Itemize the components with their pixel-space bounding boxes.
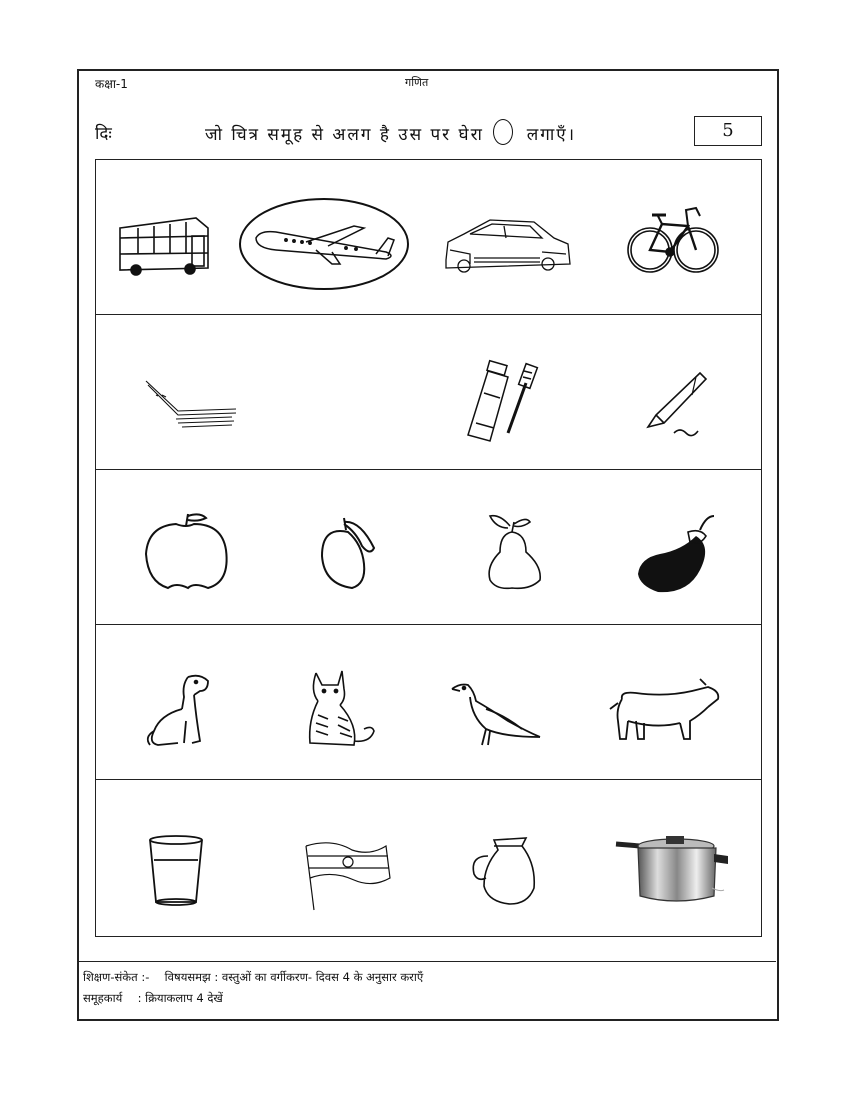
empty-picture-slot[interactable]	[262, 315, 428, 469]
pear-icon	[430, 470, 596, 625]
notebook-picture[interactable]	[96, 315, 262, 469]
car-picture[interactable]	[430, 160, 596, 314]
apple-picture[interactable]	[96, 470, 262, 624]
bird-icon	[430, 625, 596, 780]
teaching-hint-line	[83, 970, 423, 985]
dog-picture[interactable]	[96, 625, 262, 779]
picture-row-stationery	[96, 315, 761, 470]
class-label: कक्षा-1	[95, 77, 128, 91]
mango-picture[interactable]	[262, 470, 428, 624]
brinjal-icon	[596, 470, 762, 625]
pressure-cooker-picture[interactable]	[596, 780, 762, 935]
flag-picture[interactable]	[262, 780, 428, 935]
pen-picture[interactable]	[596, 315, 762, 469]
teaching-hint-text: विषयसमझ : वस्तुओं का वर्गीकरण- दिवस 4 के अनुसार कराएँ	[164, 970, 424, 984]
footer-divider	[78, 961, 776, 962]
jug-icon	[430, 780, 596, 935]
group-work-line	[83, 991, 223, 1006]
group-work-text: : क्रियाकलाप 4 देखें	[137, 991, 223, 1005]
brinjal-picture[interactable]	[596, 470, 762, 624]
jug-picture[interactable]	[430, 780, 596, 935]
mango-icon	[262, 470, 428, 625]
notebook-icon	[96, 315, 262, 470]
instruction-text-after: लगाएँ।	[526, 125, 577, 145]
dog-icon	[96, 625, 262, 780]
bicycle-icon	[596, 160, 762, 315]
subject-label: गणित	[405, 76, 429, 89]
car-icon	[430, 160, 596, 315]
picture-grid	[95, 159, 762, 937]
page-number-box: 5	[694, 116, 762, 146]
instruction-text	[205, 119, 576, 145]
circle-symbol-icon	[493, 119, 513, 145]
cat-picture[interactable]	[262, 625, 428, 779]
cow-icon	[596, 625, 762, 780]
apple-icon	[96, 470, 262, 625]
picture-row-vehicles	[96, 160, 761, 315]
pen-icon	[596, 315, 762, 470]
pressure-cooker-icon	[596, 780, 762, 935]
airplane-icon	[236, 160, 416, 315]
instruction-text-before: जो चित्र समूह से अलग है उस पर घेरा	[205, 125, 484, 145]
toothpaste-brush-icon	[430, 315, 596, 470]
group-work-label: समूहकार्य	[83, 991, 123, 1005]
glass-icon	[96, 780, 262, 935]
cow-picture[interactable]	[596, 625, 762, 779]
pear-picture[interactable]	[430, 470, 596, 624]
cat-icon	[262, 625, 428, 780]
bicycle-picture[interactable]	[596, 160, 762, 314]
airplane-picture[interactable]	[236, 160, 416, 314]
flag-icon	[262, 780, 428, 935]
teaching-hint-label: शिक्षण-संकेत :-	[83, 970, 150, 984]
glass-picture[interactable]	[96, 780, 262, 935]
instruction-label: दिः	[95, 124, 112, 144]
toothpaste-brush-picture[interactable]	[430, 315, 596, 469]
bird-picture[interactable]	[430, 625, 596, 779]
picture-row-household	[96, 780, 761, 935]
picture-row-fruits	[96, 470, 761, 625]
picture-row-animals	[96, 625, 761, 780]
